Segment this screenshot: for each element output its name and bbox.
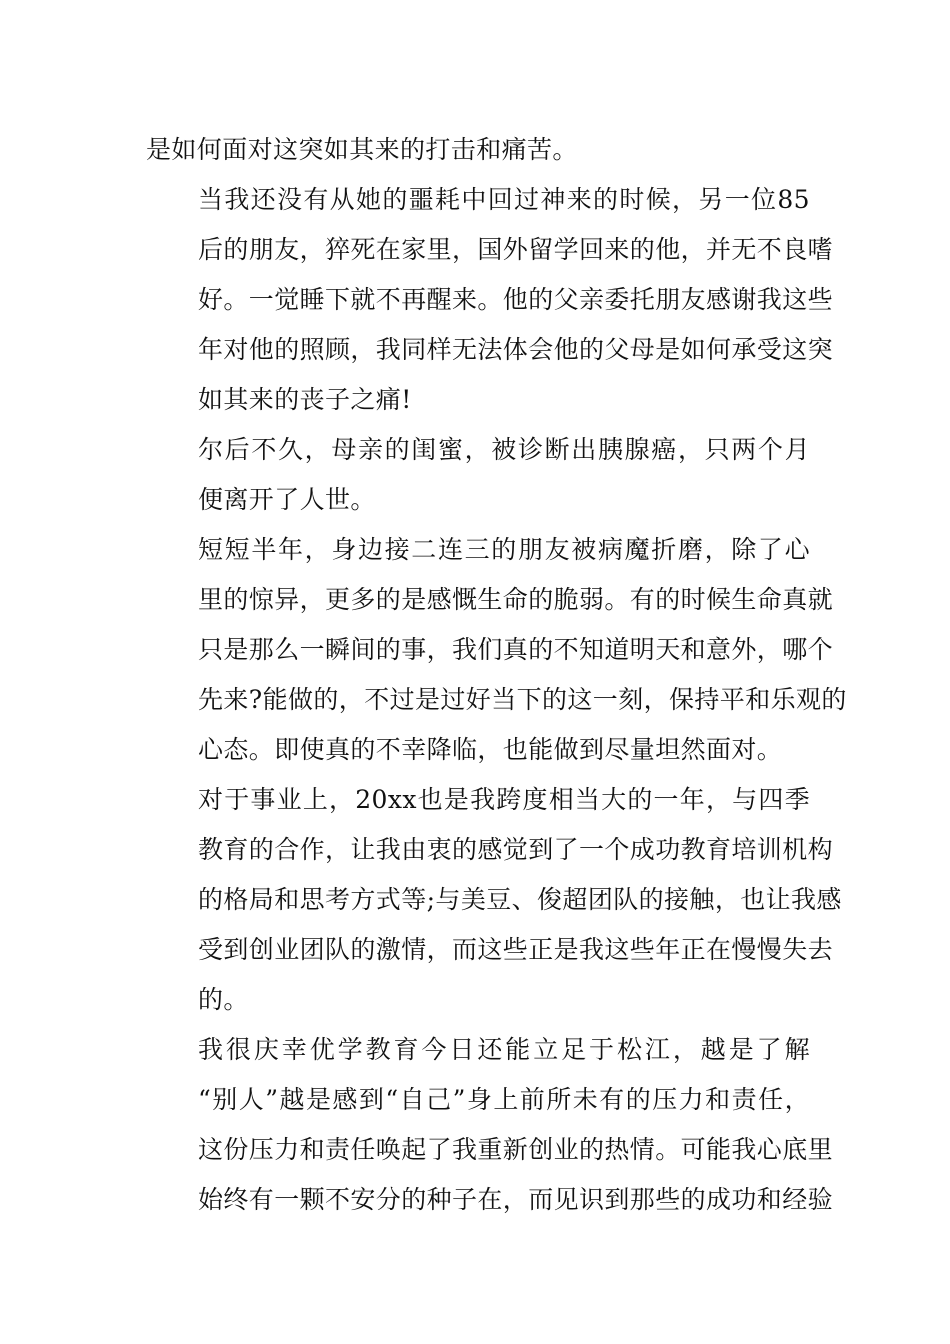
text-line: 里的惊异，更多的是感慨生命的脆弱。有的时候生命真就 [198, 585, 834, 614]
text-line: 便离开了人世。 [198, 485, 376, 514]
document-body [146, 125, 847, 1225]
text-line: 当我还没有从她的噩耗中回过神来的时候，另一位85 [198, 185, 810, 214]
text-line: 的。 [198, 985, 249, 1014]
text-line: 先来?能做的，不过是过好当下的这一刻，保持平和乐观的 [198, 685, 847, 714]
paragraph [146, 425, 810, 525]
paragraph [146, 525, 847, 775]
text-line: 教育的合作，让我由衷的感觉到了一个成功教育培训机构 [198, 835, 834, 864]
text-line: 对于事业上，20xx也是我跨度相当大的一年，与四季 [198, 785, 810, 814]
text-line: 尔后不久，母亲的闺蜜，被诊断出胰腺癌，只两个月 [198, 435, 810, 464]
text-line: 的格局和思考方式等;与美豆、俊超团队的接触，也让我感 [198, 885, 842, 914]
text-line: 后的朋友，猝死在家里，国外留学回来的他，并无不良嗜 [198, 235, 834, 264]
text-line: 年对他的照顾，我同样无法体会他的父母是如何承受这突 [198, 335, 834, 364]
text-line: 我很庆幸优学教育今日还能立足于松江，越是了解 [198, 1035, 810, 1064]
text-line: 始终有一颗不安分的种子在，而见识到那些的成功和经验 [198, 1185, 834, 1214]
text-line: 短短半年，身边接二连三的朋友被病魔折磨，除了心 [198, 535, 810, 564]
text-line: 心态。即使真的不幸降临，也能做到尽量坦然面对。 [198, 735, 783, 764]
text-line: 如其来的丧子之痛! [198, 385, 412, 414]
text-line: “别人”越是感到“自己”身上前所未有的压力和责任， [198, 1085, 810, 1114]
paragraph [146, 125, 810, 175]
text-line: 好。一觉睡下就不再醒来。他的父亲委托朋友感谢我这些 [198, 285, 834, 314]
paragraph [146, 175, 834, 425]
paragraph [146, 775, 842, 1025]
text-line: 这份压力和责任唤起了我重新创业的热情。可能我心底里 [198, 1135, 834, 1164]
text-line: 只是那么一瞬间的事，我们真的不知道明天和意外，哪个 [198, 635, 834, 664]
paragraph [146, 1025, 834, 1225]
text-line: 受到创业团队的激情，而这些正是我这些年正在慢慢失去 [198, 935, 834, 964]
text-line: 是如何面对这突如其来的打击和痛苦。 [146, 135, 578, 164]
